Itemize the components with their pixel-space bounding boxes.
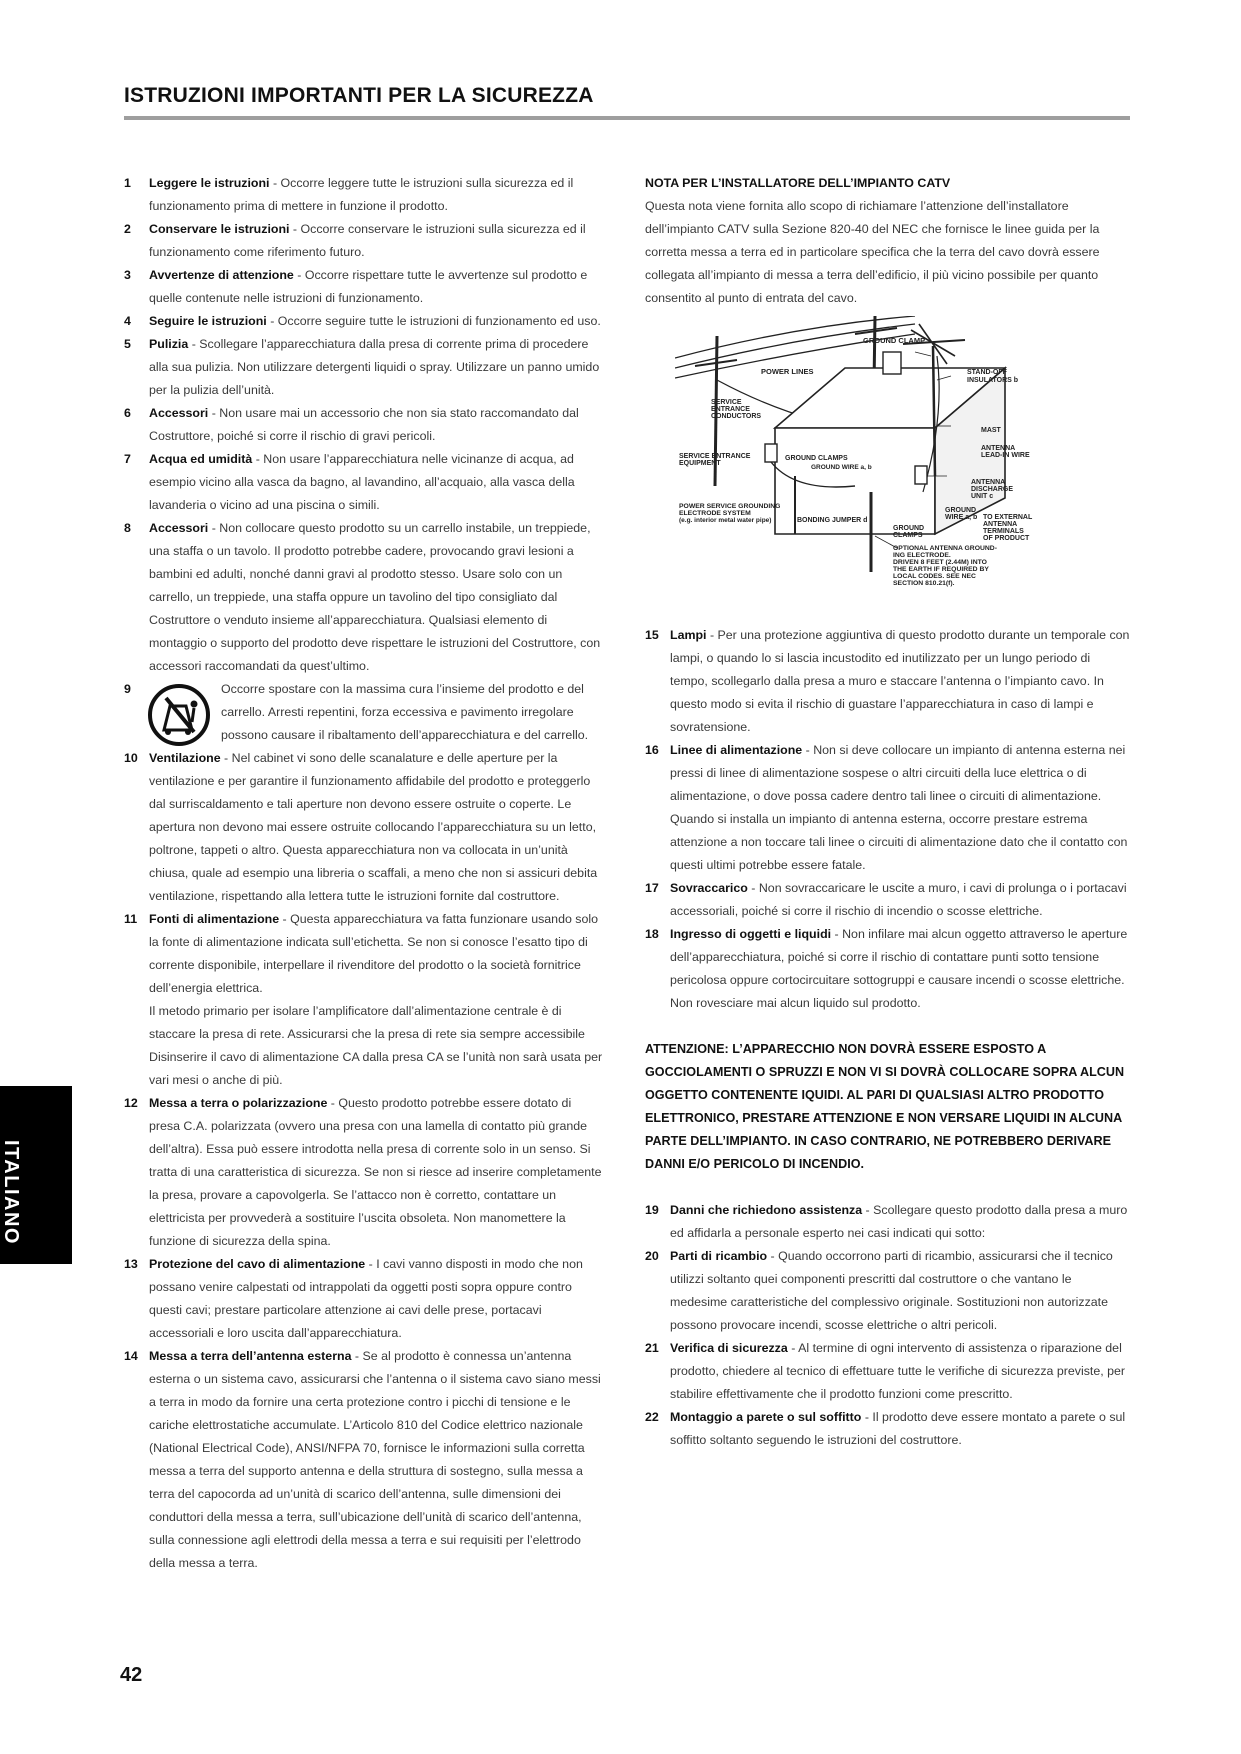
svg-text:LOCAL CODES. SEE NEC: LOCAL CODES. SEE NEC	[893, 573, 976, 580]
catv-title: NOTA PER L’INSTALLATORE DELL’IMPIANTO CATV	[645, 176, 951, 190]
svg-text:GROUND: GROUND	[945, 507, 977, 514]
svg-text:ING ELECTRODE.: ING ELECTRODE.	[893, 552, 951, 559]
svg-text:TO EXTERNAL: TO EXTERNAL	[983, 514, 1033, 521]
svg-text:WIRE a, b: WIRE a, b	[945, 514, 978, 521]
label-power-lines: POWER LINES	[761, 367, 814, 376]
svg-text:POWER SERVICE GROUNDING: POWER SERVICE GROUNDING	[679, 503, 781, 510]
svg-text:OF PRODUCT: OF PRODUCT	[983, 535, 1030, 542]
svg-text:LEAD-IN WIRE: LEAD-IN WIRE	[981, 452, 1030, 459]
list-item: 8 Accessori - Non collocare questo prodotto su un carrello instabile, un treppiede, una staffa o un tavolo. Il prodotto potrebbe cadere, provocando gravi lesioni a bambini ed adulti, nonché danni gravi al prodotto stesso. Usare solo con un carrello, un treppiede, una staffa oppure un tavolino del tipo consigliato dal Costruttore o venduto insieme all’apparecchiatura. Qualsiasi elemento di montaggio o supporto del prodotto deve rispettare le istruzioni del Costruttore, con accessori raccomandati da quest’ultimo.	[124, 521, 601, 673]
left-column	[124, 172, 604, 1575]
list-item-cart-warning: 9 Occorre spostare con la massima cura l’insieme del prodotto e del carrello. Arresti repentini, forza eccessiva e pavimento irregolare possono causare il ribaltamento dell’apparecchiatura e del carrello.	[124, 678, 604, 747]
svg-text:ANTENNA: ANTENNA	[981, 445, 1016, 452]
page-number: 42	[120, 1664, 143, 1686]
list-item: 1 Leggere le istruzioni - Occorre leggere tutte le istruzioni sulla sicurezza ed il funzionamento prima di mettere in funzione il prodotto.	[124, 176, 574, 213]
title-underline	[124, 116, 1130, 120]
svg-text:SERVICE: SERVICE	[711, 399, 742, 406]
list-item: 16 Linee di alimentazione - Non si deve collocare un impianto di antenna esterna nei pressi di linee di alimentazione sospese o altri circuiti della luce elettrica o di alimentazione, o dove possa cadere dentro tali linee o circuiti di alimentazione. Quando si installa un impianto di antenna esterna, occorre prestare estrema attenzione a non toccare tali linee o circuiti di alimentazione dato che il contatto con questi ultimi potrebbe essere fatale.	[645, 743, 1128, 872]
list-item: 15 Lampi - Per una protezione aggiuntiva di questo prodotto durante un temporale con lampi, o quando lo si lascia incustodito ed inutilizzato per un lungo periodo di tempo, scollegarlo dalla presa a muro e staccare l’antenna o l’impianto cavo. In questo modo si evita il rischio di guastare l’apparecchiatura in caso di lampi e sovratensione.	[645, 628, 1130, 734]
svg-text:EQUIPMENT: EQUIPMENT	[679, 460, 721, 467]
svg-text:CONDUCTORS: CONDUCTORS	[711, 413, 762, 420]
page-title: ISTRUZIONI IMPORTANTI PER LA SICUREZZA	[124, 84, 594, 107]
list-item: 17 Sovraccarico - Non sovraccaricare le uscite a muro, i cavi di prolunga o i portacavi accessoriali, poiché si corre il rischio di incendio o scosse elettriche.	[645, 881, 1127, 918]
svg-text:SERVICE ENTRANCE: SERVICE ENTRANCE	[679, 453, 751, 460]
svg-text:SECTION 810.21(f).: SECTION 810.21(f).	[893, 580, 955, 587]
svg-text:GROUND: GROUND	[893, 525, 925, 532]
label-ground-clamp: GROUND CLAMP	[863, 336, 926, 345]
svg-text:STAND-OFF: STAND-OFF	[967, 369, 1007, 376]
liquid-warning: ATTENZIONE: L’APPARECCHIO NON DOVRÀ ESSERE ESPOSTO A GOCCIOLAMENTI O SPRUZZI E NON VI SI DOVRÀ COLLOCARE SOPRA ALCUN OGGETTO CONTENENTE IQUIDI. AL PARI DI QUALSIASI ALTRO PRODOTTO ELETTRONICO, PRESTARE ATTENZIONE E NON VERSARE LIQUIDI IN ALCUNA PARTE DELL’IMPIANTO. IN CASO CONTRARIO, NE POTREBBERO DERIVARE DANNI E/O PERICOLO DI INCENDIO.	[645, 1042, 1125, 1171]
catv-note: Questa nota viene fornita allo scopo di richiamare l’attenzione dell’installatore dell’impianto CATV sulla Sezione 820-40 del NEC che fornisce le linee guida per la corretta messa a terra ed in particolare specifica che la terra del cavo dovrà essere collegata all’impianto di messa a terra dell’edificio, il più vicino possibile per quanto consentito al punto di entrata del cavo.	[645, 199, 1100, 305]
list-item: 5 Pulizia - Scollegare l’apparecchiatura dalla presa di corrente prima di procedere alla sua pulizia. Non utilizzare detergenti liquidi o spray. Utilizzare un panno umido per la pulizia dell’unità.	[124, 337, 600, 397]
svg-text:UNIT c: UNIT c	[971, 493, 994, 500]
cart-tip-over-warning-icon	[148, 684, 210, 746]
svg-text:DRIVEN 8 FEET (2.44M) INTO: DRIVEN 8 FEET (2.44M) INTO	[893, 559, 987, 566]
list-item: 11 Fonti di alimentazione - Questa apparecchiatura va fatta funzionare usando solo la fonte di alimentazione indicata sull’etichetta. Se non si conosce l’esatto tipo di corrente disponibile, interpellare il rivenditore del prodotto o la società fornitrice dell’energia elettrica. Il metodo primario per isolare l’amplificatore dall’alimentazione centrale è di staccare la presa di rete. Assicurarsi che la presa di rete sia sempre accessibile Disinserire il cavo di alimentazione CA dalla presa CA se l’unità non sarà usata per vari mesi o anche di più.	[124, 912, 603, 1087]
list-item: 10 Ventilazione - Nel cabinet vi sono delle scanalature e delle aperture per la ventilazione e per garantire il funzionamento affidabile del prodotto e proteggerlo dal surriscaldamento e tali aperture non devono essere ostruite o coperte. Le apertura non devono mai essere ostruite collocando l’apparecchiatura su un letto, poltrone, tappeti o altro. Questa apparecchiatura non va collocata in un’unità chiusa, quale ad esempio una libreria o scaffali, a meno che non si assicuri debita ventilazione, rispettando alla lettera tutte le istruzioni fornite dal costruttore.	[124, 751, 598, 903]
list-item: 20 Parti di ricambio - Quando occorrono parti di ricambio, assicurarsi che il tecnico utilizzi soltanto quei componenti prescritti dal costruttore o che vantano le medesime caratteristiche del complessivo originale. Sostituzioni non autorizzate possono provocare incendi, scosse elettriche o altri pericoli.	[645, 1249, 1113, 1332]
list-item: 4 Seguire le istruzioni - Occorre seguire tutte le istruzioni di funzionamento ed uso.	[124, 314, 601, 328]
svg-text:BONDING JUMPER d: BONDING JUMPER d	[797, 517, 868, 524]
svg-text:OPTIONAL ANTENNA GROUND-: OPTIONAL ANTENNA GROUND-	[893, 545, 997, 552]
antenna-grounding-diagram	[675, 316, 1095, 618]
list-item: 13 Protezione del cavo di alimentazione - I cavi vanno disposti in modo che non possano venire calpestati od intrappolati da oggetti posti sopra oppure contro questi cavi; prestare particolare attenzione ai cavi delle prese, portacavi accessoriali e loro uscita dall’apparecchiatura.	[124, 1257, 583, 1340]
list-item: 21 Verifica di sicurezza - Al termine di ogni intervento di assistenza o riparazione del prodotto, chiedere al tecnico di effettuare tutte le verifiche di sicurezza previste, per stabilire effettivamente che il prodotto funzioni come prescritto.	[645, 1341, 1126, 1401]
list-item: 7 Acqua ed umidità - Non usare l’apparecchiatura nelle vicinanze di acqua, ad esempio vicino alla vasca da bagno, al lavandino, all’acquaio, alla vasca della lavanderia o vicino ad una piscina o simili.	[124, 452, 575, 512]
svg-text:ANTENNA: ANTENNA	[983, 521, 1018, 528]
list-item: 22 Montaggio a parete o sul soffitto - Il prodotto deve essere montato a parete o sul soffitto soltanto seguendo le istruzioni del costruttore.	[645, 1410, 1126, 1447]
list-item: 6 Accessori - Non usare mai un accessorio che non sia stato raccomandato dal Costruttore, poiché si corre il rischio di gravi pericoli.	[124, 406, 579, 443]
list-item: 2 Conservare le istruzioni - Occorre conservare le istruzioni sulla sicurezza ed il funzionamento come riferimento futuro.	[124, 222, 586, 259]
svg-text:THE EARTH IF REQUIRED BY: THE EARTH IF REQUIRED BY	[893, 566, 989, 573]
svg-text:TERMINALS: TERMINALS	[983, 528, 1024, 535]
label-mast: MAST	[981, 427, 1001, 434]
list-item: 14 Messa a terra dell’antenna esterna - Se al prodotto è connessa un’antenna esterna o un sistema cavo, assicurarsi che l’antenna o il sistema cavo siano messi a terra in modo da fornire una certa protezione contro i picchi di tensione e le cariche elettrostatiche accumulate. L’Articolo 810 del Codice elettrico nazionale (National Electrical Code), ANSI/NFPA 70, fornisce le informazioni sulla corretta messa a terra del supporto antenna e della struttura di sostegno, sulla messa a terra del capocorda ad un’unità di scarico dell’antenna, sulle dimensioni dei conduttori della messa a terra, sull’ubicazione dell’unità di scarico dell’antenna, sulla connessione agli elettrodi della messa a terra e sui requisiti per l’elettrodo della messa a terra.	[124, 1349, 601, 1570]
language-label: ITALIANO	[0, 1140, 22, 1245]
list-item: 19 Danni che richiedono assistenza - Scollegare questo prodotto dalla presa a muro ed affidarla a personale esperto nei casi indicati qui sotto:	[645, 1203, 1128, 1240]
list-item: 12 Messa a terra o polarizzazione - Questo prodotto potrebbe essere dotato di presa C.A. polarizzata (ovvero una presa con una lamella di contatto più grande dell’altra). Essa può essere introdotta nella presa di corrente solo in un senso. Si tratta di una caratteristica di sicurezza. Se non si riesce ad inserire completamente la presa, provare a capovolgerla. Se l’attacco non è corretto, contattare un elettricista per provvederà a sostituire l’uscita obsoleta. Non manomettere la funzione di sicurezza della spina.	[124, 1096, 602, 1248]
list-item: 3 Avvertenze di attenzione - Occorre rispettare tutte le avvertenze sul prodotto e quelle contenute nelle istruzioni di funzionamento.	[124, 268, 588, 305]
svg-text:ELECTRODE SYSTEM: ELECTRODE SYSTEM	[679, 510, 751, 517]
grounding-diagram-svg	[675, 316, 1095, 618]
svg-text:INSULATORS b: INSULATORS b	[967, 377, 1019, 384]
list-item: 18 Ingresso di oggetti e liquidi - Non infilare mai alcun oggetto attraverso le aperture dell’apparecchiatura, poiché si corre il rischio di contattare punti sotto tensione pericolosa oppure cortocircuitare sottogruppi e causare incendi o scosse elettriche. Non rovesciare mai alcun liquido sul prodotto.	[645, 927, 1128, 1010]
svg-text:GROUND CLAMPS: GROUND CLAMPS	[785, 455, 848, 462]
svg-text:ANTENNA: ANTENNA	[971, 479, 1006, 486]
svg-text:GROUND WIRE a, b: GROUND WIRE a, b	[811, 464, 872, 471]
svg-text:(e.g. interior metal water pip: (e.g. interior metal water pipe)	[679, 517, 772, 524]
svg-text:DISCHARGE: DISCHARGE	[971, 486, 1014, 493]
right-column	[645, 172, 1130, 1452]
svg-text:ENTRANCE: ENTRANCE	[711, 406, 750, 413]
svg-text:CLAMPS: CLAMPS	[893, 532, 923, 539]
